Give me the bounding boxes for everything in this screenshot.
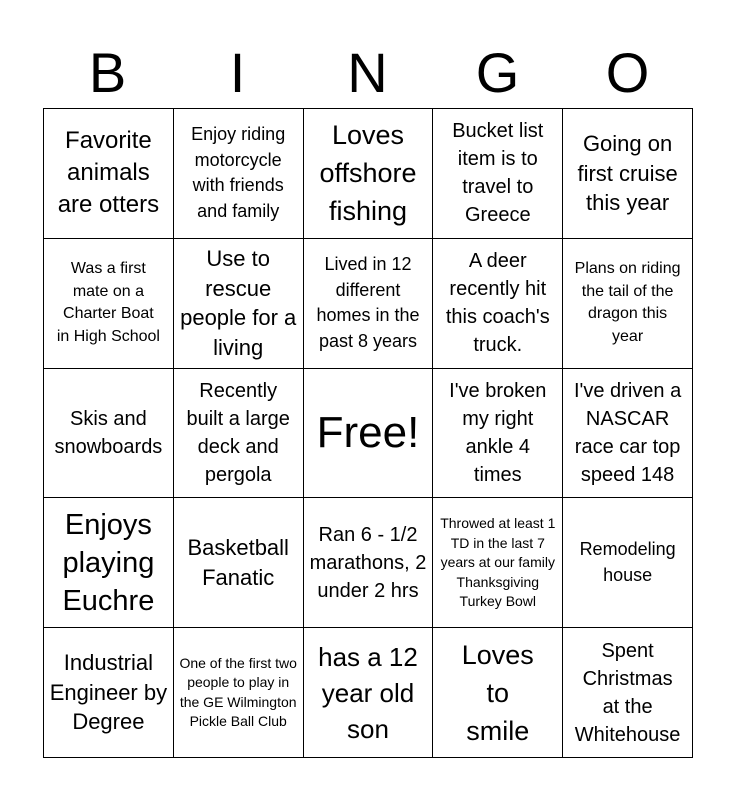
cell-text: Favorite animals are otters: [57, 127, 160, 219]
cell-text: Was a first mate on a Charter Boat in High School: [56, 260, 160, 345]
cell-text: A deer recently hit this coach's truck.: [445, 250, 550, 357]
cell-text: Skis and snowboards: [54, 407, 163, 458]
cell-text: Lived in 12 different homes in the past 8 years: [316, 254, 420, 351]
bingo-cell[interactable]: [174, 369, 304, 499]
cell-text: I've driven a NASCAR race car top speed 148: [573, 379, 682, 486]
cell-text: Recently built a large deck and pergola: [186, 379, 290, 486]
cell-text: Loves offshore fishing: [319, 120, 417, 227]
bingo-header: [43, 38, 693, 108]
cell-text: Throwed at least 1 TD in the last 7 years at our family Thanksgiving Turkey Bowl: [440, 515, 556, 610]
cell-text: Ran 6 - 1/2 marathons, 2 under 2 hrs: [309, 523, 427, 602]
bingo-cell[interactable]: [433, 369, 563, 499]
free-space-cell[interactable]: [304, 369, 434, 499]
bingo-cell[interactable]: [563, 369, 693, 499]
cell-text: Enjoys playing Euchre: [62, 508, 155, 617]
bingo-cell[interactable]: [563, 239, 693, 369]
bingo-cell[interactable]: [44, 369, 174, 499]
header-letter-i: I: [229, 41, 247, 104]
bingo-cell[interactable]: [433, 498, 563, 628]
bingo-cell[interactable]: [433, 628, 563, 758]
bingo-cell[interactable]: [563, 109, 693, 239]
bingo-cell[interactable]: [44, 109, 174, 239]
cell-text: Use to rescue people for a living: [180, 246, 297, 360]
cell-text: Enjoy riding motorcycle with friends and family: [191, 124, 286, 221]
bingo-cell[interactable]: [174, 239, 304, 369]
cell-text: Loves to smile: [461, 639, 534, 746]
bingo-cell[interactable]: [174, 628, 304, 758]
bingo-cell[interactable]: [304, 109, 434, 239]
bingo-cell[interactable]: [563, 498, 693, 628]
header-letter-n: N: [347, 41, 389, 104]
bingo-cell[interactable]: [44, 628, 174, 758]
bingo-cell[interactable]: [304, 628, 434, 758]
cell-text: Bucket list item is to travel to Greece: [452, 120, 544, 227]
bingo-cell[interactable]: [433, 239, 563, 369]
cell-text: One of the first two people to play in the GE Wilmington Pickle Ball Club: [179, 654, 297, 730]
bingo-cell[interactable]: [304, 498, 434, 628]
header-letter-g: G: [475, 41, 521, 104]
cell-text: Plans on riding the tail of the dragon this year: [574, 260, 681, 345]
bingo-cell[interactable]: [304, 239, 434, 369]
header-letter-b: B: [88, 41, 128, 104]
bingo-cell[interactable]: [563, 628, 693, 758]
cell-text: Industrial Engineer by Degree: [49, 650, 168, 735]
bingo-cell[interactable]: [174, 498, 304, 628]
bingo-grid: [43, 108, 693, 758]
bingo-cell[interactable]: [44, 239, 174, 369]
cell-text: Basketball Fanatic: [187, 535, 289, 590]
bingo-cell[interactable]: [433, 109, 563, 239]
header-letter-o: O: [605, 41, 651, 104]
cell-text: Going on first cruise this year: [577, 131, 678, 216]
cell-text: I've broken my right ankle 4 times: [449, 379, 547, 486]
bingo-cell[interactable]: [44, 498, 174, 628]
free-space-text: Free!: [316, 407, 420, 457]
cell-text: has a 12 year old son: [318, 641, 418, 744]
cell-text: Spent Christmas at the Whitehouse: [574, 639, 681, 746]
bingo-cell[interactable]: [174, 109, 304, 239]
cell-text: Remodeling house: [579, 539, 676, 585]
